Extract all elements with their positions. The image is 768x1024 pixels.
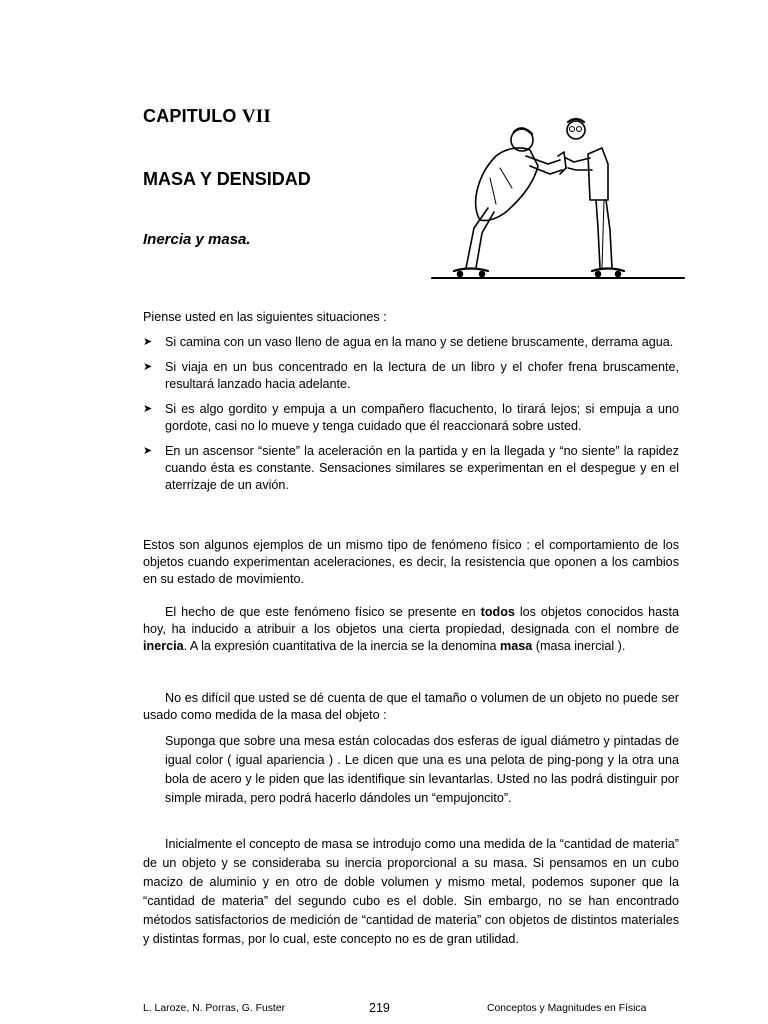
emphasis-todos: todos (480, 605, 515, 619)
section-title: MASA Y DENSIDAD (143, 169, 311, 189)
situations-list (143, 334, 679, 502)
paragraph-volume: No es difícil que usted se dé cuenta de que el tamaño o volumen de un objeto no puede ser usado como medida de la masa del objeto : (143, 691, 679, 722)
emphasis-inercia: inercia (143, 639, 184, 653)
quote-block: Suponga que sobre una mesa están colocadas dos esferas de igual diámetro y pintadas de igual color ( igual apariencia ) . Le dicen que una es una pelota de ping-pong y la otra una bola de acero y le piden que las identifique sin levantarlas. Usted no las podrá distinguir por simple mirada, pero podrá hacerlo dándoles un “empujoncito”. (165, 734, 679, 805)
left-man-body (476, 148, 538, 221)
intro-text: Piense usted en las siguientes situaciones : (143, 310, 387, 324)
arrowhead-bullet-icon: ➤ (143, 403, 153, 415)
chapter-number: VII (241, 106, 271, 127)
paragraph-inertia: El hecho de que este fenómeno físico se presente en todos los objetos conocidos hasta hoy, ha inducido a atribuir a los objetos una cierta propiedad, designada con el nombre de inercia. A la expresión cuantitativa de la inercia se la denomina masa (masa inercial ). (143, 605, 679, 653)
list-item: ➤ Si camina con un vaso lleno de agua en la mano y se detiene bruscamente, derrama agua. (143, 335, 674, 349)
pushing-illustration (430, 108, 686, 286)
right-man-body (588, 148, 608, 200)
subsection-title: Inercia y masa. (143, 231, 251, 248)
left-skateboard (454, 269, 488, 272)
list-item: ➤ Si es algo gordito y empuja a un compañero flacuchento, lo tirará lejos; si empuja a uno gordote, casi no lo mueve y tenga cuidado que él reaccionará sobre usted. (143, 402, 679, 433)
chapter-heading (143, 106, 271, 128)
footer-authors: L. Laroze, N. Porras, G. Fuster (143, 1003, 286, 1014)
list-item: ➤ En un ascensor “siente” la aceleración en la partida y en la llegada y “no siente” la rapidez cuando ésta es constante. Sensaciones similares se experimentan en el despegue y en el aterrizaje de un avión. (143, 444, 679, 492)
paragraph-examples: Estos son algunos ejemplos de un mismo tipo de fenómeno físico : el comportamiento de los objetos cuando experimentan aceleraciones, es decir, la resistencia que oponen a los cambios en su estado de movimiento. (143, 538, 679, 586)
right-skateboard (592, 269, 624, 272)
arrowhead-bullet-icon: ➤ (143, 336, 153, 348)
arrowhead-bullet-icon: ➤ (143, 445, 153, 457)
arrowhead-bullet-icon: ➤ (143, 361, 153, 373)
paragraph-matter: Inicialmente el concepto de masa se introdujo como una medida de la “cantidad de materia” de un objeto y se consideraba su inercia proporcional a su masa. Si pensamos en un cubo macizo de aluminio y en otro de doble volumen y mismo metal, podemos suponer que la “cantidad de materia” del segundo cubo es el doble. Sin embargo, no se han encontrado métodos satisfactorios de medición de “cantidad de materia” con objetos de distintos materiales y distintas formas, por lo cual, este concepto no es de gran utilidad. (143, 837, 679, 946)
footer-book-title: Conceptos y Magnitudes en Física (487, 1003, 647, 1014)
list-item: ➤ Si viaja en un bus concentrado en la lectura de un libro y el chofer frena bruscamente, resultará lanzado hacia adelante. (143, 360, 679, 391)
page-number: 219 (369, 1001, 390, 1015)
chapter-label: CAPITULO (143, 106, 237, 126)
emphasis-masa: masa (500, 639, 533, 653)
